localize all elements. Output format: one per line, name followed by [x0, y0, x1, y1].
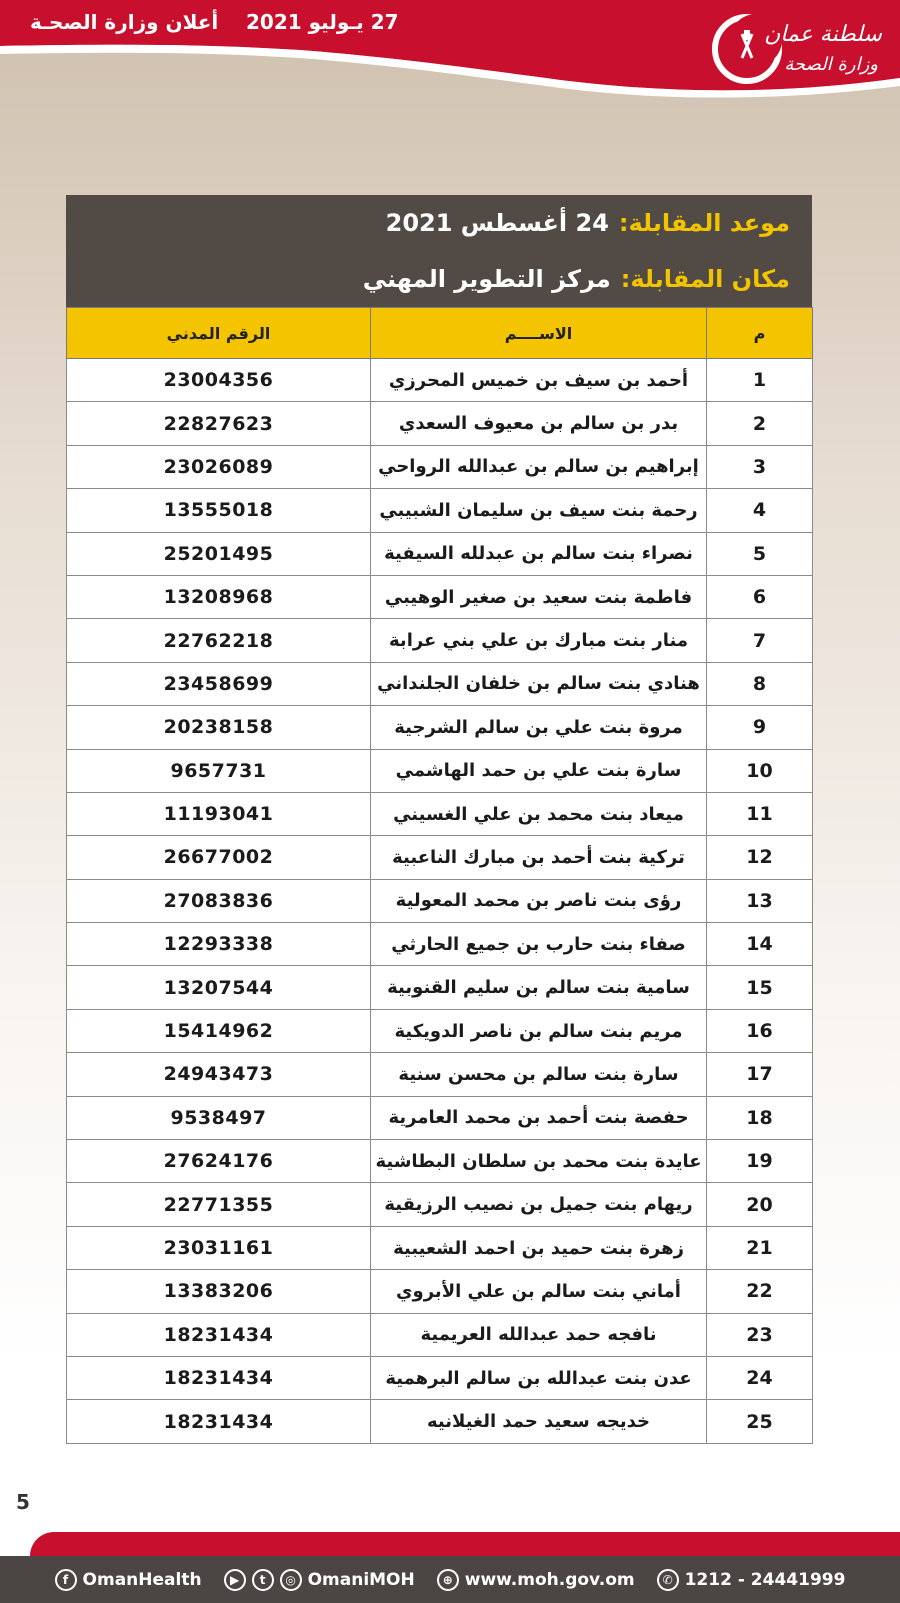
- table-row: [67, 1226, 813, 1269]
- interview-info-box: [66, 195, 812, 307]
- table-row: [67, 749, 813, 792]
- candidate-name: زهرة بنت حميد بن احمد الشعيبية: [371, 1226, 707, 1269]
- row-number: 10: [707, 749, 813, 792]
- row-number: 6: [707, 575, 813, 618]
- civil-id: 22827623: [67, 402, 371, 445]
- website-url: www.moh.gov.om: [464, 1569, 635, 1590]
- row-number: 12: [707, 836, 813, 879]
- candidate-name: عدن بنت عبدالله بن سالم البرهمية: [371, 1356, 707, 1399]
- candidate-name: أماني بنت سالم بن علي الأبروي: [371, 1270, 707, 1313]
- civil-id: 13383206: [67, 1270, 371, 1313]
- interview-date-value: 24 أغسطس 2021: [385, 209, 609, 237]
- table-row: [67, 923, 813, 966]
- instagram-icon: ◎: [280, 1569, 302, 1591]
- row-number: 25: [707, 1400, 813, 1443]
- table-row: [67, 662, 813, 705]
- header-num: م: [707, 308, 813, 359]
- row-number: 7: [707, 619, 813, 662]
- civil-id: 20238158: [67, 706, 371, 749]
- table-row: [67, 575, 813, 618]
- row-number: 2: [707, 402, 813, 445]
- facebook-icon: f: [55, 1569, 77, 1591]
- candidate-name: بدر بن سالم بن معيوف السعدي: [371, 402, 707, 445]
- table-row: [67, 445, 813, 488]
- facebook-handle: OmanHealth: [82, 1569, 202, 1590]
- header-date: 27 يـوليو 2021: [246, 10, 399, 34]
- row-number: 21: [707, 1226, 813, 1269]
- table-row: [67, 966, 813, 1009]
- table-row: [67, 1356, 813, 1399]
- civil-id: 11193041: [67, 792, 371, 835]
- youtube-icon: ▶: [224, 1569, 246, 1591]
- header-banner: [0, 0, 900, 110]
- civil-id: 22771355: [67, 1183, 371, 1226]
- candidate-name: ميعاد بنت محمد بن علي الغسيني: [371, 792, 707, 835]
- candidate-name: صفاء بنت حارب بن جميع الحارثي: [371, 923, 707, 966]
- header-title: أعلان وزارة الصحـة: [30, 10, 219, 34]
- table-row: [67, 359, 813, 402]
- table-row: [67, 706, 813, 749]
- candidate-name: مروة بنت علي بن سالم الشرجية: [371, 706, 707, 749]
- footer-red-strip: [30, 1532, 900, 1556]
- candidate-name: عايدة بنت محمد بن سلطان البطاشية: [371, 1140, 707, 1183]
- candidate-name: نافجه حمد عبدالله العريمية: [371, 1313, 707, 1356]
- table-row: [67, 1400, 813, 1443]
- interview-table-container: [66, 195, 812, 1444]
- candidate-name: سارة بنت علي بن حمد الهاشمي: [371, 749, 707, 792]
- row-number: 23: [707, 1313, 813, 1356]
- table-header-row: [67, 308, 813, 359]
- twitter-icon: t: [252, 1569, 274, 1591]
- footer-bar: [0, 1556, 900, 1603]
- table-row: [67, 1009, 813, 1052]
- row-number: 8: [707, 662, 813, 705]
- civil-id: 23004356: [67, 359, 371, 402]
- civil-id: 13555018: [67, 489, 371, 532]
- table-row: [67, 792, 813, 835]
- interview-date-row: [66, 195, 790, 251]
- row-number: 4: [707, 489, 813, 532]
- interview-date-label: موعد المقابلة:: [618, 209, 790, 237]
- civil-id: 23458699: [67, 662, 371, 705]
- row-number: 18: [707, 1096, 813, 1139]
- row-number: 16: [707, 1009, 813, 1052]
- civil-id: 23026089: [67, 445, 371, 488]
- civil-id: 23031161: [67, 1226, 371, 1269]
- candidate-name: ريهام بنت جميل بن نصيب الرزيقية: [371, 1183, 707, 1226]
- row-number: 22: [707, 1270, 813, 1313]
- candidate-name: إبراهيم بن سالم بن عبدالله الرواحي: [371, 445, 707, 488]
- row-number: 9: [707, 706, 813, 749]
- candidate-name: هنادي بنت سالم بن خلفان الجلنداني: [371, 662, 707, 705]
- phone-icon: ✆: [657, 1569, 679, 1591]
- candidate-name: منار بنت مبارك بن علي بني عرابة: [371, 619, 707, 662]
- row-number: 17: [707, 1053, 813, 1096]
- footer-website[interactable]: [437, 1569, 635, 1591]
- candidates-table: [66, 307, 813, 1444]
- logo-text-country: سلطنة عمان: [764, 22, 882, 47]
- interview-place-row: [66, 251, 790, 307]
- candidate-name: فاطمة بنت سعيد بن صغير الوهيبي: [371, 575, 707, 618]
- civil-id: 13207544: [67, 966, 371, 1009]
- table-row: [67, 1183, 813, 1226]
- footer-facebook[interactable]: [55, 1569, 202, 1591]
- row-number: 15: [707, 966, 813, 1009]
- row-number: 13: [707, 879, 813, 922]
- civil-id: 9538497: [67, 1096, 371, 1139]
- table-row: [67, 836, 813, 879]
- logo-text-ministry: وزارة الصحة: [784, 54, 878, 75]
- row-number: 5: [707, 532, 813, 575]
- civil-id: 25201495: [67, 532, 371, 575]
- civil-id: 18231434: [67, 1356, 371, 1399]
- row-number: 1: [707, 359, 813, 402]
- globe-icon: ⊕: [437, 1569, 459, 1591]
- table-row: [67, 879, 813, 922]
- row-number: 24: [707, 1356, 813, 1399]
- civil-id: 27083836: [67, 879, 371, 922]
- ministry-logo: [712, 12, 882, 88]
- civil-id: 24943473: [67, 1053, 371, 1096]
- civil-id: 22762218: [67, 619, 371, 662]
- interview-place-label: مكان المقابلة:: [620, 265, 790, 293]
- candidate-name: سامية بنت سالم بن سليم القنوبية: [371, 966, 707, 1009]
- header-civil-id: الرقم المدني: [67, 308, 371, 359]
- header-name: الاســــم: [371, 308, 707, 359]
- table-row: [67, 489, 813, 532]
- civil-id: 15414962: [67, 1009, 371, 1052]
- civil-id: 18231434: [67, 1313, 371, 1356]
- candidate-name: سارة بنت سالم بن محسن سنية: [371, 1053, 707, 1096]
- table-row: [67, 402, 813, 445]
- candidate-name: أحمد بن سيف بن خميس المحرزي: [371, 359, 707, 402]
- footer-social[interactable]: [224, 1569, 415, 1591]
- footer-phone[interactable]: [657, 1569, 846, 1591]
- civil-id: 9657731: [67, 749, 371, 792]
- candidate-name: حفصة بنت أحمد بن محمد العامرية: [371, 1096, 707, 1139]
- civil-id: 18231434: [67, 1400, 371, 1443]
- table-row: [67, 532, 813, 575]
- social-handle: OmaniMOH: [307, 1569, 415, 1590]
- table-row: [67, 619, 813, 662]
- civil-id: 26677002: [67, 836, 371, 879]
- candidate-name: نصراء بنت سالم بن عبدلله السيفية: [371, 532, 707, 575]
- row-number: 20: [707, 1183, 813, 1226]
- row-number: 14: [707, 923, 813, 966]
- civil-id: 13208968: [67, 575, 371, 618]
- interview-place-value: مركز التطوير المهني: [362, 265, 611, 293]
- row-number: 3: [707, 445, 813, 488]
- civil-id: 27624176: [67, 1140, 371, 1183]
- civil-id: 12293338: [67, 923, 371, 966]
- table-row: [67, 1096, 813, 1139]
- candidate-name: رحمة بنت سيف بن سليمان الشبيبي: [371, 489, 707, 532]
- candidate-name: رؤى بنت ناصر بن محمد المعولية: [371, 879, 707, 922]
- table-row: [67, 1270, 813, 1313]
- candidate-name: خديجه سعيد حمد الغيلانيه: [371, 1400, 707, 1443]
- phone-number: 1212 - 24441999: [684, 1569, 846, 1590]
- table-row: [67, 1313, 813, 1356]
- candidate-name: مريم بنت سالم بن ناصر الدويكية: [371, 1009, 707, 1052]
- page-number: 5: [16, 1490, 30, 1514]
- table-row: [67, 1053, 813, 1096]
- row-number: 19: [707, 1140, 813, 1183]
- table-row: [67, 1140, 813, 1183]
- row-number: 11: [707, 792, 813, 835]
- candidate-name: تركية بنت أحمد بن مبارك الناعبية: [371, 836, 707, 879]
